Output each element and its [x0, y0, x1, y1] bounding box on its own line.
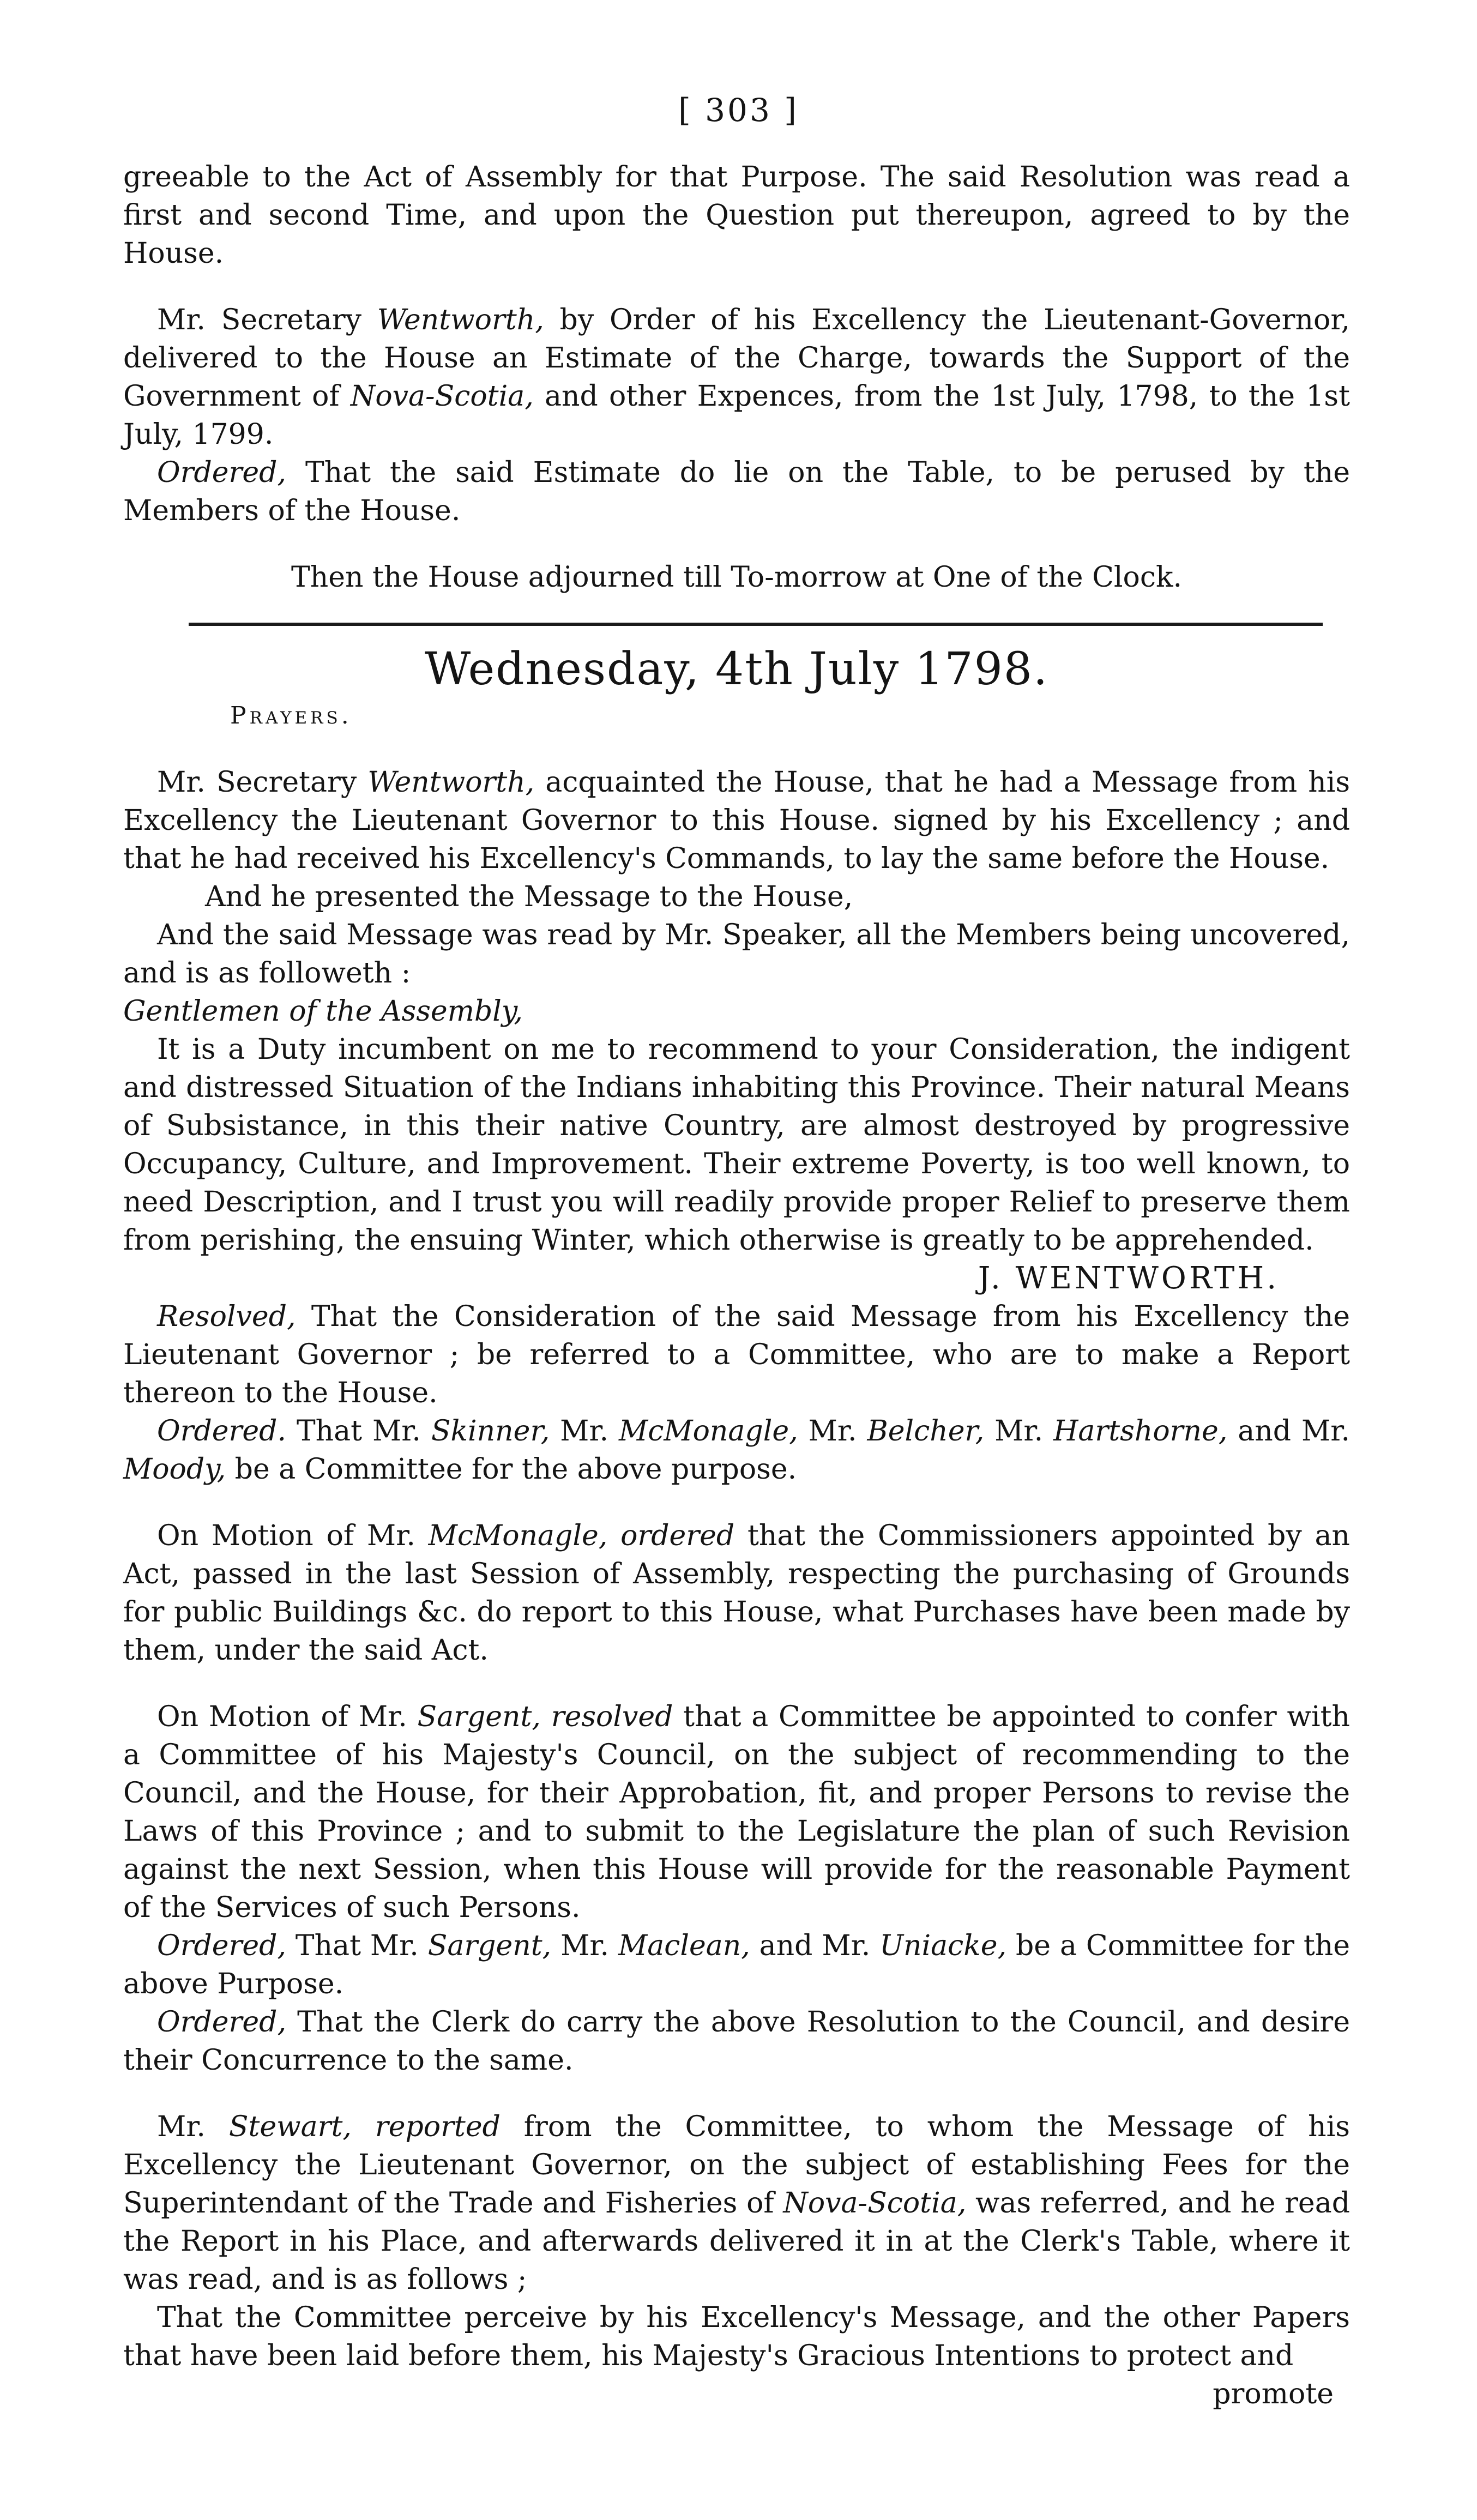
date-heading: Wednesday, 4th July 1798. — [424, 643, 1049, 695]
paragraph-revision-committee: Ordered, That Mr. Sargent, Mr. Maclean, and Mr. Uniacke, be a Committee for the above Purpose. — [123, 1930, 1350, 2000]
paragraph-committee-members: Ordered. That Mr. Skinner, Mr. McMonagle, Mr. Belcher, Mr. Hartshorne, and Mr. Moody, be a Committee for the above purpose. — [123, 1415, 1350, 1486]
page-body — [123, 158, 1350, 2413]
message-body: It is a Duty incumbent on me to recommend to your Consideration, the indigent and distressed Situation of the Indians inhabiting this Province. Their natural Means of Subsistance, in this their native Country, are almost destroyed by progressive Occupancy, Culture, and Improvement. Their extreme Poverty, is too well known, to need Description, and I trust you will readily provide proper Relief to preserve them from perishing, the ensuing Winter, which otherwise is greatly to be apprehended. — [123, 1033, 1350, 1257]
person-name: Wentworth, — [377, 304, 544, 336]
paragraph-report-body: That the Committee perceive by his Excellency's Message, and the other Papers that have been laid before them, his Majesty's Gracious Intentions to protect and — [123, 2301, 1350, 2372]
paragraph-ordered-estimate: Ordered, That the said Estimate do lie on the Table, to be perused by the Members of the House. — [123, 456, 1350, 527]
page-number: [ 303 ] — [678, 92, 799, 129]
prayers-label: Prayers. — [230, 702, 352, 730]
paragraph-resolved-committee: Resolved, That the Consideration of the said Message from his Excellency the Lieutenant Governor ; be referred to a Committee, who are to make a Report thereon to the House. — [123, 1300, 1350, 1409]
person-name: Wentworth, — [367, 766, 535, 799]
section-divider — [189, 623, 1323, 626]
paragraph-revision-motion: On Motion of Mr. Sargent, resolved that a Committee be appointed to confer with a Committee of his Majesty's Council, on the subject of recommending to the Council, and the House, for their Approbation, fit, and proper Persons to revise the Laws of this Province ; and to submit to the Legislature the plan of such Revision against the next Session, when this House will provide for the reasonable Payment of the Services of such Persons. — [123, 1701, 1350, 1924]
paragraph-adjournment: Then the House adjourned till To-morrow at One of the Clock. — [291, 561, 1182, 594]
paragraph-clerk-ordered: Ordered, That the Clerk do carry the above Resolution to the Council, and desire their Concurrence to the same. — [123, 2006, 1350, 2077]
catchword: promote — [1213, 2378, 1334, 2410]
message-salutation: Gentlemen of the Assembly, — [123, 995, 523, 1028]
paragraph-message-presented: And he presented the Message to the House, — [205, 881, 853, 913]
paragraph-stewart-report: Mr. Stewart, reported from the Committee, to whom the Message of his Excellency the Lieutenant Governor, on the subject of establishing Fees for the Superintendant of the Trade and Fisheries of Nova-Scotia, was referred, and he read the Report in his Place, and afterwards delivered it in at the Clerk's Table, where it was read, and is as follows ; — [123, 2111, 1350, 2296]
paragraph-commissioners-motion: On Motion of Mr. McMonagle, ordered that the Commissioners appointed by an Act, passed in the last Session of Assembly, respecting the purchasing of Grounds for public Buildings &c. do report to this House, what Purchases have been made by them, under the said Act. — [123, 1520, 1350, 1667]
place-name: Nova-Scotia, — [350, 380, 534, 413]
paragraph-message-read: And the said Message was read by Mr. Speaker, all the Members being uncovered, and is as followeth : — [123, 919, 1350, 990]
message-signature: J. WENTWORTH. — [978, 1261, 1279, 1296]
paragraph-resolution-continued: greeable to the Act of Assembly for that Purpose. The said Resolution was read a first and second Time, and upon the Question put thereupon, agreed to by the House. — [123, 161, 1350, 270]
paragraph-message-announced: Mr. Secretary Wentworth, acquainted the House, that he had a Message from his Excellency the Lieutenant Governor to this House. signed by his Excellency ; and that he had received his Excellency's Commands, to lay the same before the House. — [123, 766, 1351, 875]
paragraph-estimate: Mr. Secretary Wentworth, by Order of his Excellency the Lieutenant-Governor, delivered to the House an Estimate of the Charge, towards the Support of the Government of Nova-Scotia, and other Expences, from the 1st July, 1798, to the 1st July, 1799. — [123, 304, 1350, 451]
